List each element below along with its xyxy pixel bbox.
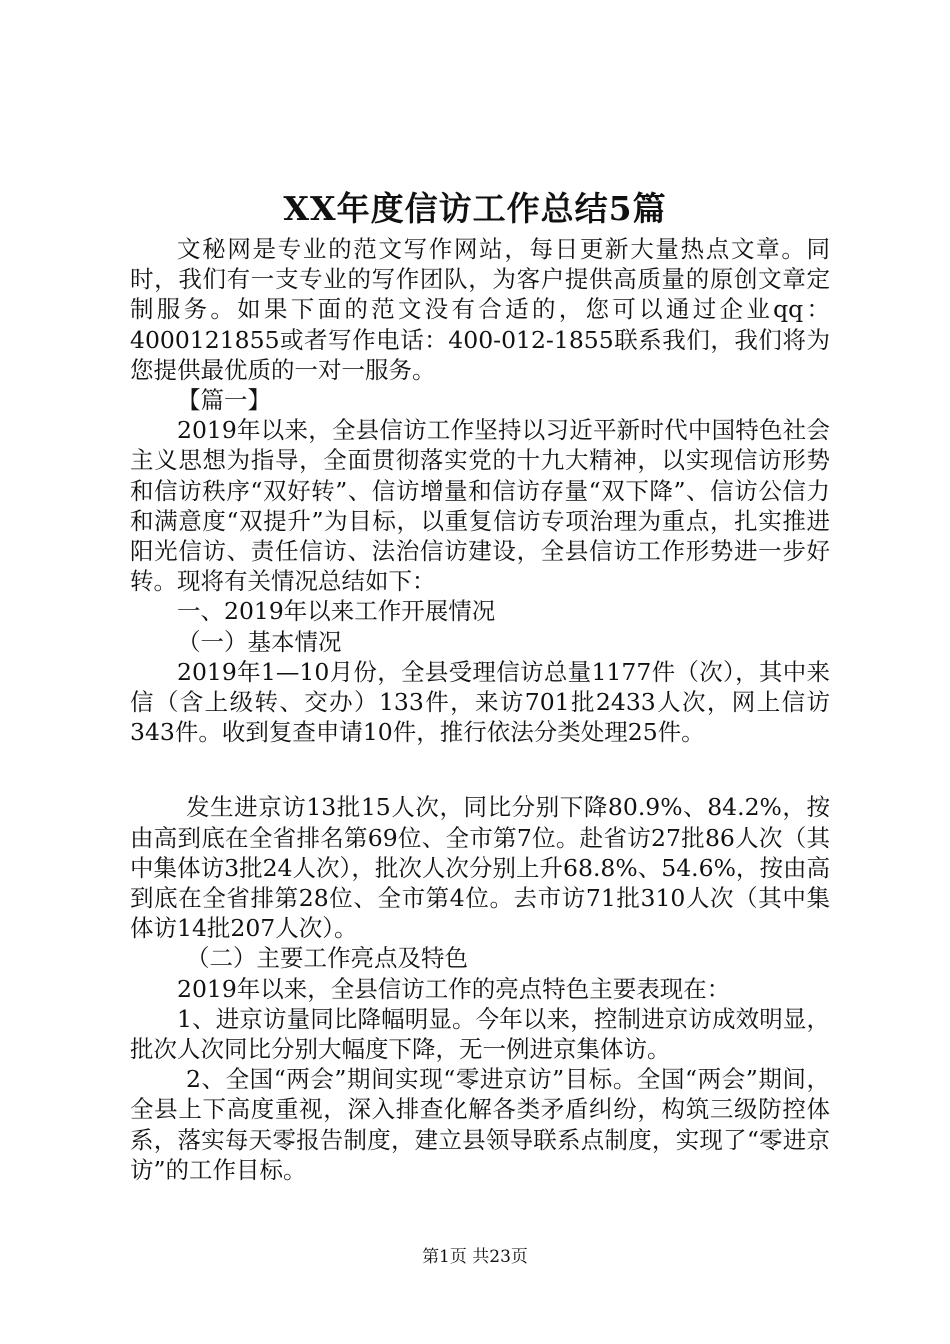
body-paragraph: 2019年1—10月份，全县受理信访总量1177件（次），其中来信（含上级转、交办）133件，来访701批2433人次，网上信访343件。收到复查申请10件，推行依法分类处理25件。 xyxy=(130,657,830,747)
page-footer: 第1页 共23页 xyxy=(422,1247,528,1267)
body-paragraph: 2019年以来，全县信访工作的亮点特色主要表现在： xyxy=(177,974,731,1003)
paragraph-gap xyxy=(130,747,830,792)
document-title: XX年度信访工作总结5篇 xyxy=(283,189,667,228)
section-heading: 【篇一】 xyxy=(177,386,271,415)
body-paragraph: 1、进京访量同比降幅明显。今年以来，控制进京访成效明显，批次人次同比分别大幅度下降，无一例进京集体访。 xyxy=(130,1004,830,1064)
intro-paragraph: 文秘网是专业的范文写作网站，每日更新大量热点文章。同时，我们有一支专业的写作团队，为客户提供高质量的原创文章定制服务。如果下面的范文没有合适的，您可以通过企业qq：4000121855或者写作电话：400-012-1855联系我们，我们将为您提供最优质的一对一服务。 xyxy=(130,235,830,384)
subheading: （二）主要工作亮点及特色 xyxy=(186,944,468,973)
subheading: （一）基本情况 xyxy=(177,627,342,656)
body-paragraph: 发生进京访13批15人次，同比分别下降80.9%、84.2%，按由高到底在全省排名第69位、全市第7位。赴省访27批86人次（其中集体访3批24人次），批次人次分别上升68.8%、54.6%，按由高到底在全省排第28位、全市第4位。去市访71批310人次（其中集体访14批207人次）。 xyxy=(130,793,830,943)
body-paragraph: 2019年以来，全县信访工作坚持以习近平新时代中国特色社会主义思想为指导，全面贯彻落实党的十九大精神，以实现信访形势和信访秩序“双好转”、信访增量和信访存量“双下降”、信访公信力和满意度“双提升”为目标，以重复信访专项治理为重点，扎实推进阳光信访、责任信访、法治信访建设，全县信访工作形势进一步好转。现将有关情况总结如下： xyxy=(130,416,830,596)
document-body xyxy=(130,234,830,1185)
subheading: 一、2019年以来工作开展情况 xyxy=(177,597,496,626)
body-paragraph: 2、全国“两会”期间实现“零进京访”目标。全国“两会”期间，全县上下高度重视，深入排查化解各类矛盾纠纷，构筑三级防控体系，落实每天零报告制度，建立县领导联系点制度，实现了“零进京访”的工作目标。 xyxy=(130,1065,830,1184)
